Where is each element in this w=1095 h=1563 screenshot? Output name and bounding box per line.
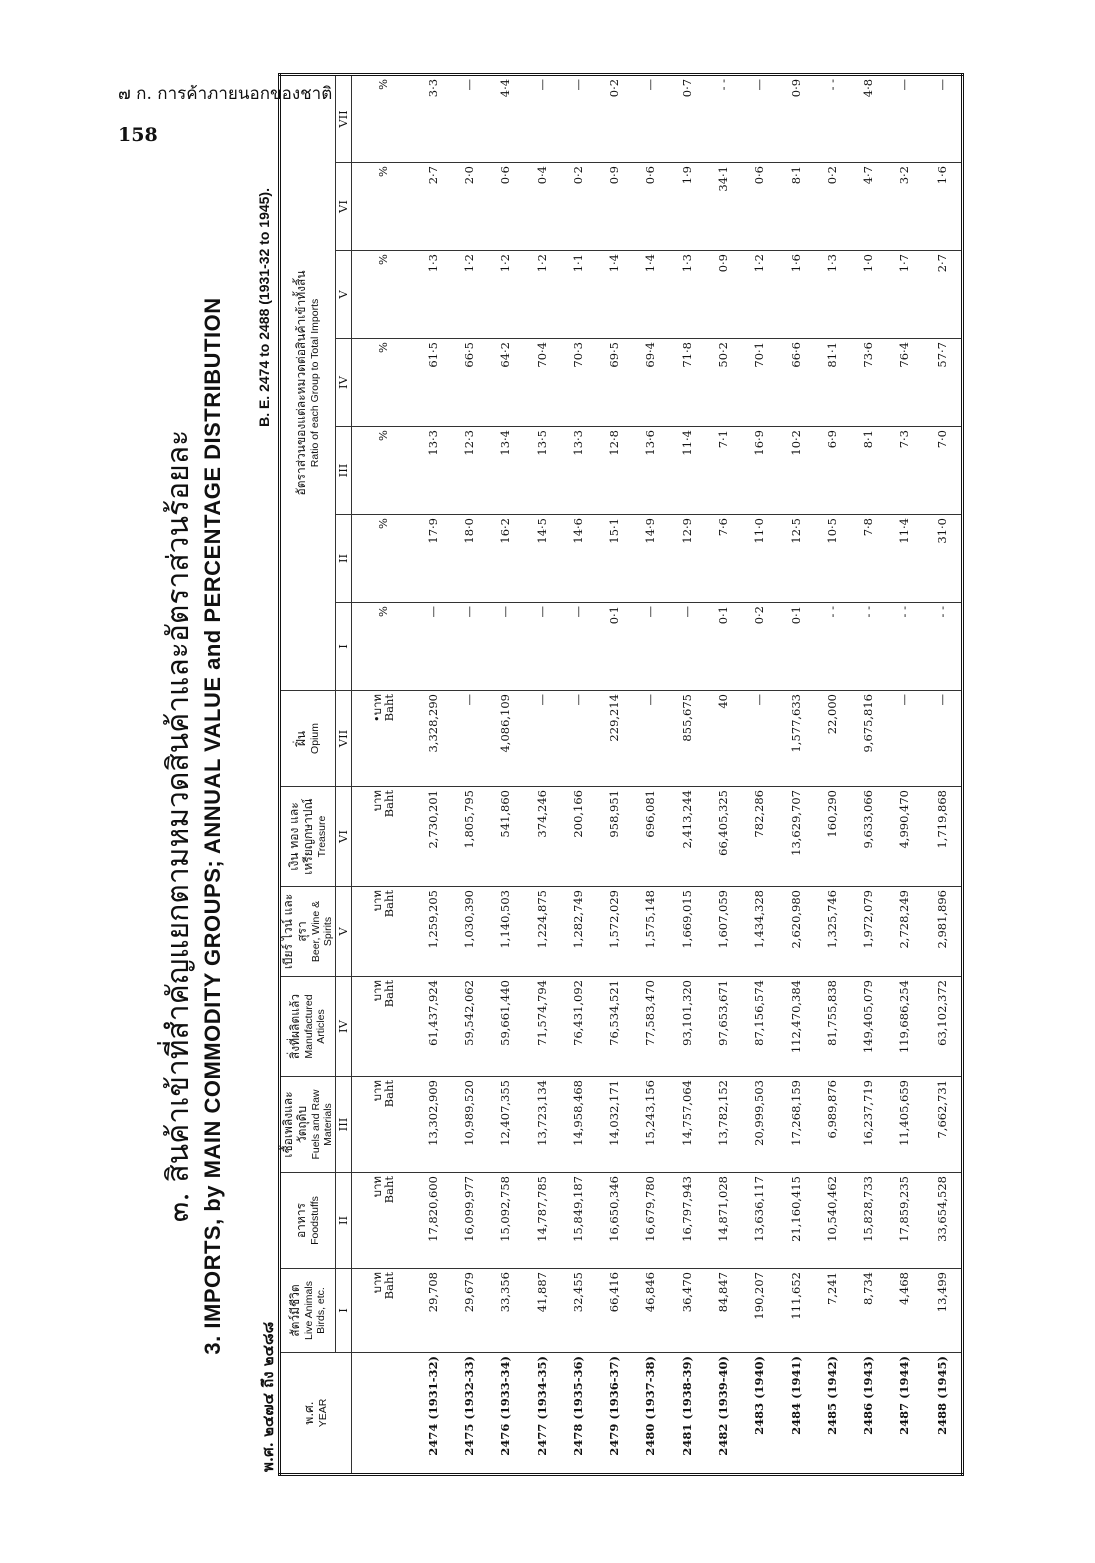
year-header: พ.ศ. YEAR (280, 1353, 352, 1475)
ratio-cell: 12·5 (777, 515, 813, 603)
table-row (886, 74, 922, 1474)
ratio-cell: 0·6 (632, 163, 668, 251)
value-cell: 190,207 (741, 1269, 777, 1353)
unit-cell: บาท Baht (351, 1077, 414, 1173)
ratio-roman-header: IV (335, 339, 351, 427)
value-cell: 84,847 (705, 1269, 741, 1353)
ratio-cell: 13·3 (414, 427, 450, 515)
ratio-cell: 3·3 (414, 74, 450, 162)
table-row (451, 74, 487, 1474)
value-cell: 14,787,785 (523, 1173, 559, 1269)
ratio-cell: 1·3 (814, 251, 850, 339)
year-cell: 2480 (1937-38) (632, 1353, 668, 1475)
ratio-cell: 18·0 (451, 515, 487, 603)
table-title-thai: ๓. สินค้าเข้าที่สำคัญแยกตามหมวดสินค้าและอัตราส่วนร้อยละ (161, 429, 196, 1223)
ratio-cell: 13·5 (523, 427, 559, 515)
ratio-cell: 1·2 (741, 251, 777, 339)
value-cell: 782,286 (741, 787, 777, 887)
ratio-cell: 69·5 (596, 339, 632, 427)
value-cell: 16,797,943 (669, 1173, 705, 1269)
value-cell: 1,282,749 (560, 887, 596, 977)
ratio-cell: - - (705, 74, 741, 162)
value-cell: 1,434,328 (741, 887, 777, 977)
ratio-cell: 16·9 (741, 427, 777, 515)
table-row (741, 74, 777, 1474)
ratio-roman-header: II (335, 515, 351, 603)
ratio-cell: 1·4 (632, 251, 668, 339)
value-cell: — (560, 691, 596, 787)
ratio-cell: 0·2 (596, 74, 632, 162)
value-cell: 111,652 (777, 1269, 813, 1353)
value-cell: 958,951 (596, 787, 632, 887)
imports-table (278, 73, 964, 1476)
ratio-cell: 1·1 (560, 251, 596, 339)
group-header: สัตว์มีชีวิต Live Animals Birds, etc. (280, 1269, 336, 1353)
period-range-thai: พ.ศ. ๒๔๗๔ ถึง ๒๔๘๘ (259, 1321, 277, 1472)
ratio-cell: — (669, 603, 705, 691)
ratio-cell: 70·3 (560, 339, 596, 427)
value-cell: 1,719,868 (923, 787, 963, 887)
ratio-cell: 10·5 (814, 515, 850, 603)
value-cell: 20,999,503 (741, 1077, 777, 1173)
ratio-cell: — (741, 74, 777, 162)
value-cell: 59,542,062 (451, 977, 487, 1077)
ratio-cell: — (923, 74, 963, 162)
value-cell: 13,499 (923, 1269, 963, 1353)
value-cell: 4,990,470 (886, 787, 922, 887)
ratio-cell: 1·3 (669, 251, 705, 339)
value-cell: 1,607,059 (705, 887, 741, 977)
year-cell: 2483 (1940) (741, 1353, 777, 1475)
ratio-cell: 1·7 (886, 251, 922, 339)
value-cell: 541,860 (487, 787, 523, 887)
ratio-cell: 4·7 (850, 163, 886, 251)
year-cell: 2474 (1931-32) (414, 1353, 450, 1475)
ratio-cell: 0·7 (669, 74, 705, 162)
unit-cell: บาท Baht (351, 1269, 414, 1353)
value-cell: 4,468 (886, 1269, 922, 1353)
roman-header: VI (335, 787, 351, 887)
ratio-cell: 12·8 (596, 427, 632, 515)
ratio-cell: 0·9 (705, 251, 741, 339)
ratio-cell: 71·8 (669, 339, 705, 427)
value-cell: 696,081 (632, 787, 668, 887)
ratio-cell: - - (886, 603, 922, 691)
value-cell: 32,455 (560, 1269, 596, 1353)
ratio-cell: 8·1 (850, 427, 886, 515)
table-row (814, 74, 850, 1474)
value-cell: 2,728,249 (886, 887, 922, 977)
ratio-roman-header: I (335, 603, 351, 691)
value-cell: 16,237,719 (850, 1077, 886, 1173)
ratio-cell: 81·1 (814, 339, 850, 427)
roman-header: I (335, 1269, 351, 1353)
year-cell: 2487 (1944) (886, 1353, 922, 1475)
value-cell: 87,156,574 (741, 977, 777, 1077)
value-cell: 17,859,235 (886, 1173, 922, 1269)
ratio-cell: 1·2 (451, 251, 487, 339)
running-head: ๗ ก. การค้าภายนอกของชาติ (118, 84, 333, 104)
value-cell: 97,653,671 (705, 977, 741, 1077)
ratio-cell: 12·3 (451, 427, 487, 515)
value-cell: 149,405,079 (850, 977, 886, 1077)
value-cell: 1,669,015 (669, 887, 705, 977)
ratio-cell: 7·3 (886, 427, 922, 515)
ratio-cell: 61·5 (414, 339, 450, 427)
pct-cell: % (351, 74, 414, 162)
value-cell: 33,654,528 (923, 1173, 963, 1269)
ratio-cell: 0·9 (596, 163, 632, 251)
ratio-cell: 7·6 (705, 515, 741, 603)
value-cell: 200,166 (560, 787, 596, 887)
ratio-cell: 4·8 (850, 74, 886, 162)
value-cell: 9,633,066 (850, 787, 886, 887)
year-cell: 2486 (1943) (850, 1353, 886, 1475)
value-cell: 160,290 (814, 787, 850, 887)
year-cell: 2485 (1942) (814, 1353, 850, 1475)
ratio-cell: 1·6 (923, 163, 963, 251)
value-cell: 16,099,977 (451, 1173, 487, 1269)
roman-header: III (335, 1077, 351, 1173)
ratio-cell: — (451, 74, 487, 162)
ratio-cell: 16·2 (487, 515, 523, 603)
value-cell: 15,828,733 (850, 1173, 886, 1269)
ratio-cell: — (560, 74, 596, 162)
value-cell: — (451, 691, 487, 787)
ratio-cell: 50·2 (705, 339, 741, 427)
ratio-cell: 11·4 (886, 515, 922, 603)
value-cell: 1,805,795 (451, 787, 487, 887)
table-row (777, 74, 813, 1474)
value-cell: 66,405,325 (705, 787, 741, 887)
value-cell: 14,032,171 (596, 1077, 632, 1173)
ratio-cell: 0·1 (777, 603, 813, 691)
table-row (850, 74, 886, 1474)
ratio-cell: — (523, 74, 559, 162)
table-row (669, 74, 705, 1474)
ratio-cell: 66·6 (777, 339, 813, 427)
ratio-cell: - - (814, 74, 850, 162)
value-cell: 13,723,134 (523, 1077, 559, 1173)
value-cell: 112,470,384 (777, 977, 813, 1077)
unit-cell: •บาท Baht (351, 691, 414, 787)
table-row (632, 74, 668, 1474)
value-cell: 2,620,980 (777, 887, 813, 977)
ratio-cell: 31·0 (923, 515, 963, 603)
value-cell: 8,734 (850, 1269, 886, 1353)
value-cell: 16,650,346 (596, 1173, 632, 1269)
ratio-cell: 3·2 (886, 163, 922, 251)
value-cell: 6,989,876 (814, 1077, 850, 1173)
value-cell: 14,757,064 (669, 1077, 705, 1173)
unit-cell: บาท Baht (351, 787, 414, 887)
ratio-cell: 17·9 (414, 515, 450, 603)
ratio-cell: - - (923, 603, 963, 691)
ratio-cell: 0·2 (560, 163, 596, 251)
ratio-cell: 14·5 (523, 515, 559, 603)
ratio-cell: 2·7 (414, 163, 450, 251)
ratio-cell: — (560, 603, 596, 691)
value-cell: 14,871,028 (705, 1173, 741, 1269)
value-cell: 17,820,600 (414, 1173, 450, 1269)
year-cell: 2476 (1933-34) (487, 1353, 523, 1475)
ratio-cell: 0·4 (523, 163, 559, 251)
value-cell: 76,534,521 (596, 977, 632, 1077)
year-cell: 2479 (1936-37) (596, 1353, 632, 1475)
ratio-cell: 10·2 (777, 427, 813, 515)
ratio-cell: 1·2 (487, 251, 523, 339)
value-cell: 1,972,079 (850, 887, 886, 977)
group-header: เชื้อเพลิงและวัตถุดิบ Fuels and Raw Materials (280, 1077, 336, 1173)
table-title-english: 3. IMPORTS, by MAIN COMMODITY GROUPS; ANNUAL VALUE and PERCENTAGE DISTRIBUTION (200, 297, 225, 1355)
year-cell: 2481 (1938-39) (669, 1353, 705, 1475)
table-row (596, 74, 632, 1474)
value-cell: 76,431,092 (560, 977, 596, 1077)
value-cell: 2,981,896 (923, 887, 963, 977)
year-cell: 2484 (1941) (777, 1353, 813, 1475)
ratio-cell: — (414, 603, 450, 691)
value-cell: 1,325,746 (814, 887, 850, 977)
ratio-cell: — (632, 74, 668, 162)
roman-header: IV (335, 977, 351, 1077)
ratio-cell: — (487, 603, 523, 691)
table-body (351, 74, 962, 1474)
ratio-cell: 64·2 (487, 339, 523, 427)
roman-header: V (335, 887, 351, 977)
roman-header: II (335, 1173, 351, 1269)
table-row (560, 74, 596, 1474)
value-cell: 2,413,244 (669, 787, 705, 887)
value-cell: 63,102,372 (923, 977, 963, 1077)
pct-cell: % (351, 427, 414, 515)
group-header: เงิน ทอง และเหรียญกษาปณ์ Treasure (280, 787, 336, 887)
value-cell: 15,243,156 (632, 1077, 668, 1173)
group-header: อาหาร Foodstuffs (280, 1173, 336, 1269)
ratio-cell: 70·4 (523, 339, 559, 427)
value-cell: 41,887 (523, 1269, 559, 1353)
value-cell: 2,730,201 (414, 787, 450, 887)
ratio-cell: 13·3 (560, 427, 596, 515)
value-cell: 10,989,520 (451, 1077, 487, 1173)
value-cell: 15,092,758 (487, 1173, 523, 1269)
value-cell: 13,636,117 (741, 1173, 777, 1269)
ratio-roman-header: VII (335, 74, 351, 162)
value-cell: — (523, 691, 559, 787)
ratio-cell: 12·9 (669, 515, 705, 603)
ratio-cell: 4·4 (487, 74, 523, 162)
value-cell: 17,268,159 (777, 1077, 813, 1173)
ratio-cell: 70·1 (741, 339, 777, 427)
ratio-cell: 1·9 (669, 163, 705, 251)
unit-cell: บาท Baht (351, 1173, 414, 1269)
pct-cell: % (351, 603, 414, 691)
ratio-cell: 14·6 (560, 515, 596, 603)
value-cell: 14,958,468 (560, 1077, 596, 1173)
pct-cell: % (351, 339, 414, 427)
unit-row (351, 74, 414, 1474)
ratio-cell: — (886, 74, 922, 162)
table-row (523, 74, 559, 1474)
ratio-cell: 1·3 (414, 251, 450, 339)
ratio-cell: - - (814, 603, 850, 691)
value-cell: 59,661,440 (487, 977, 523, 1077)
value-cell: 13,782,152 (705, 1077, 741, 1173)
value-cell: 1,572,029 (596, 887, 632, 977)
year-cell: 2478 (1935-36) (560, 1353, 596, 1475)
ratio-cell: 0·9 (777, 74, 813, 162)
value-cell: 1,259,205 (414, 887, 450, 977)
ratio-cell: — (523, 603, 559, 691)
ratio-cell: 73·6 (850, 339, 886, 427)
value-cell: 29,679 (451, 1269, 487, 1353)
ratio-cell: 66·5 (451, 339, 487, 427)
ratio-cell: 0·2 (741, 603, 777, 691)
value-cell: — (741, 691, 777, 787)
value-cell: 21,160,415 (777, 1173, 813, 1269)
value-cell: 1,140,503 (487, 887, 523, 977)
value-cell: 7,662,731 (923, 1077, 963, 1173)
ratio-cell: 7·8 (850, 515, 886, 603)
ratio-cell: 34·1 (705, 163, 741, 251)
ratio-cell: 11·4 (669, 427, 705, 515)
table-row (705, 74, 741, 1474)
value-cell: 15,849,187 (560, 1173, 596, 1269)
value-cell: 3,328,290 (414, 691, 450, 787)
ratio-cell: 1·6 (777, 251, 813, 339)
value-cell: 77,583,470 (632, 977, 668, 1077)
value-cell: 4,086,109 (487, 691, 523, 787)
header-row-titles (280, 74, 336, 1474)
value-cell: 1,577,633 (777, 691, 813, 787)
ratio-cell: 0·2 (814, 163, 850, 251)
ratio-cell: 13·4 (487, 427, 523, 515)
roman-header: VII (335, 691, 351, 787)
value-cell: 71,574,794 (523, 977, 559, 1077)
ratio-cell: 0·6 (741, 163, 777, 251)
unit-cell: บาท Baht (351, 887, 414, 977)
ratio-cell: 2·7 (923, 251, 963, 339)
value-cell: 33,356 (487, 1269, 523, 1353)
value-cell: 229,214 (596, 691, 632, 787)
ratio-cell: 7·1 (705, 427, 741, 515)
table-row (414, 74, 450, 1474)
pct-cell: % (351, 515, 414, 603)
value-cell: 16,679,780 (632, 1173, 668, 1269)
value-cell: 374,246 (523, 787, 559, 887)
year-cell: 2482 (1939-40) (705, 1353, 741, 1475)
value-cell: 12,407,355 (487, 1077, 523, 1173)
ratio-cell: 1·0 (850, 251, 886, 339)
ratio-cell: 1·2 (523, 251, 559, 339)
ratio-cell: 2·0 (451, 163, 487, 251)
ratio-cell: 8·1 (777, 163, 813, 251)
value-cell: 11,405,659 (886, 1077, 922, 1173)
value-cell: 13,302,909 (414, 1077, 450, 1173)
value-cell: 93,101,320 (669, 977, 705, 1077)
value-cell: 855,675 (669, 691, 705, 787)
ratio-cell: 0·6 (487, 163, 523, 251)
value-cell: 1,575,148 (632, 887, 668, 977)
value-cell: 1,224,875 (523, 887, 559, 977)
value-cell: 29,708 (414, 1269, 450, 1353)
ratio-cell: 14·9 (632, 515, 668, 603)
year-cell: 2477 (1934-35) (523, 1353, 559, 1475)
page-number: 158 (118, 124, 158, 146)
value-cell: 46,846 (632, 1269, 668, 1353)
value-cell: 119,686,254 (886, 977, 922, 1077)
value-cell: 7,241 (814, 1269, 850, 1353)
value-cell: 1,030,390 (451, 887, 487, 977)
year-cell: 2488 (1945) (923, 1353, 963, 1475)
ratio-cell: 6·9 (814, 427, 850, 515)
pct-cell: % (351, 251, 414, 339)
ratio-cell: — (632, 603, 668, 691)
value-cell: 13,629,707 (777, 787, 813, 887)
value-cell: — (632, 691, 668, 787)
ratio-header: อัตราส่วนของแต่ละหมวดต่อสินค้าเข้าทั้งสิ้น Ratio of each Group to Total Imports (280, 74, 336, 690)
group-header: ฝิ่น Opium (280, 691, 336, 787)
ratio-roman-header: V (335, 251, 351, 339)
ratio-cell: 11·0 (741, 515, 777, 603)
unit-cell: บาท Baht (351, 977, 414, 1077)
table-row (923, 74, 963, 1474)
value-cell: 9,675,816 (850, 691, 886, 787)
value-cell: 40 (705, 691, 741, 787)
value-cell: 36,470 (669, 1269, 705, 1353)
ratio-cell: - - (850, 603, 886, 691)
ratio-cell: 1·4 (596, 251, 632, 339)
ratio-roman-header: VI (335, 163, 351, 251)
value-cell: 81,755,838 (814, 977, 850, 1077)
ratio-cell: 7·0 (923, 427, 963, 515)
ratio-cell: 13·6 (632, 427, 668, 515)
ratio-cell: 0·1 (705, 603, 741, 691)
group-header: เบียร์ ไวน์ และสุรา Beer, Wine & Spirits (280, 887, 336, 977)
pct-cell: % (351, 163, 414, 251)
group-header: สิ่งที่ผลิตแล้ว Manufactured Articles (280, 977, 336, 1077)
ratio-cell: 0·1 (596, 603, 632, 691)
ratio-roman-header: III (335, 427, 351, 515)
period-range-english: B. E. 2474 to 2488 (1931-32 to 1945). (256, 188, 272, 427)
value-cell: 22,000 (814, 691, 850, 787)
value-cell: 10,540,462 (814, 1173, 850, 1269)
ratio-cell: 15·1 (596, 515, 632, 603)
header-row-roman (335, 74, 351, 1474)
value-cell: — (923, 691, 963, 787)
value-cell: 66,416 (596, 1269, 632, 1353)
value-cell: 61,437,924 (414, 977, 450, 1077)
table-row (487, 74, 523, 1474)
year-cell: 2475 (1932-33) (451, 1353, 487, 1475)
ratio-cell: 69·4 (632, 339, 668, 427)
ratio-cell: — (451, 603, 487, 691)
value-cell: — (886, 691, 922, 787)
ratio-cell: 57·7 (923, 339, 963, 427)
ratio-cell: 76·4 (886, 339, 922, 427)
